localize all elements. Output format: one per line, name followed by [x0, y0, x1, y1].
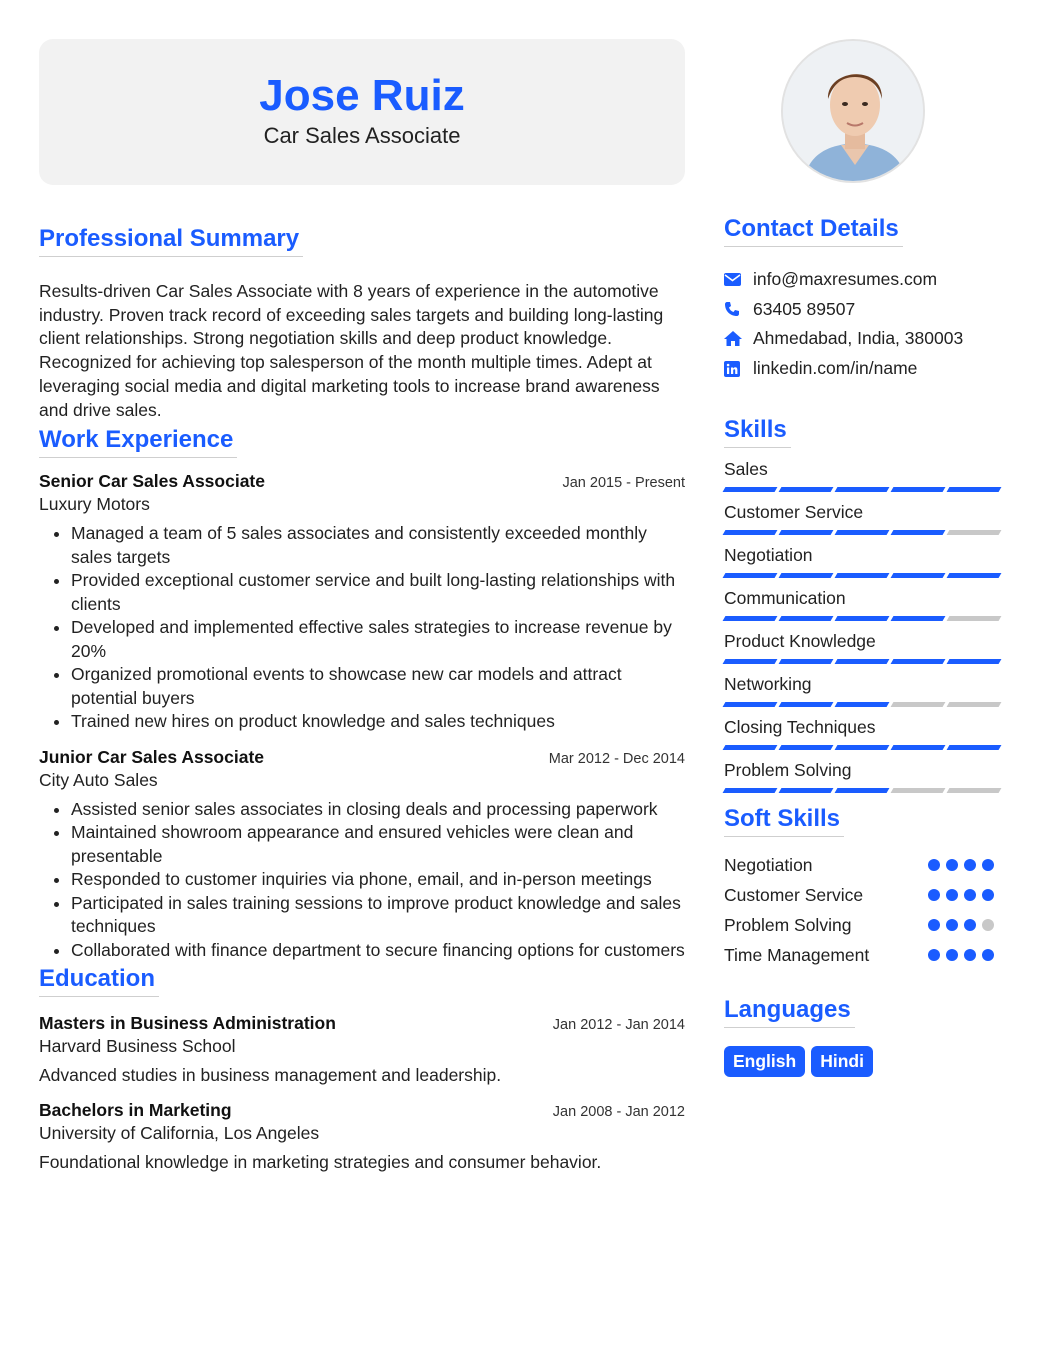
sidebar-column	[724, 39, 1000, 1077]
rating-dot	[928, 949, 940, 961]
soft-skill-rating	[928, 889, 1000, 901]
skills-list	[724, 457, 1000, 794]
skill-segment	[723, 745, 778, 750]
education-date: Jan 2008 - Jan 2012	[552, 1104, 685, 1121]
job-entry	[39, 471, 685, 734]
skill-name: Closing Techniques	[724, 717, 876, 738]
skill-segment	[835, 487, 890, 492]
skill-name: Networking	[724, 674, 812, 695]
skill-segment	[779, 788, 834, 793]
skill-name: Sales	[724, 459, 768, 480]
list-item: • Responded to customer inquiries via phone, email, and in-person meetings	[71, 868, 685, 892]
contact-email[interactable]	[724, 265, 1000, 295]
education-entry	[39, 1100, 685, 1173]
skill-segment	[947, 745, 1002, 750]
skill-item	[724, 457, 1000, 493]
avatar	[783, 41, 925, 183]
rating-dot	[982, 919, 994, 931]
soft-skill-rating	[928, 859, 1000, 871]
rating-dot	[964, 919, 976, 931]
skill-segment	[891, 487, 946, 492]
linkedin-icon	[724, 361, 753, 377]
soft-skill-item	[724, 850, 1000, 880]
soft-skill-rating	[928, 949, 1000, 961]
job-title: Senior Car Sales Associate	[39, 471, 265, 492]
education-heading: Education	[39, 965, 159, 997]
skill-segment	[835, 659, 890, 664]
rating-dot	[946, 919, 958, 931]
skills-section	[724, 416, 1000, 794]
skill-item	[724, 758, 1000, 794]
soft-skill-item	[724, 940, 1000, 970]
job-date: Mar 2012 - Dec 2014	[548, 750, 685, 767]
skill-segment	[835, 702, 890, 707]
rating-dot	[982, 889, 994, 901]
skill-segment	[723, 487, 778, 492]
rating-dot	[964, 859, 976, 871]
email-text: info@maxresumes.com	[753, 269, 938, 290]
job-bullets	[39, 522, 685, 734]
skill-name: Problem Solving	[724, 760, 852, 781]
skill-segment	[779, 659, 834, 664]
soft-skills-list	[724, 850, 1000, 970]
skill-level-bar	[724, 616, 1000, 622]
soft-skill-name: Customer Service	[724, 884, 864, 905]
home-icon	[724, 331, 753, 346]
skill-segment	[723, 616, 778, 621]
contact-address	[724, 324, 1000, 354]
education-section	[39, 965, 685, 1173]
list-item: • Managed a team of 5 sales associates and consistently exceeded monthly sales targets	[71, 522, 685, 569]
skill-segment	[779, 487, 834, 492]
skill-level-bar	[724, 745, 1000, 751]
rating-dot	[928, 919, 940, 931]
skill-segment	[723, 530, 778, 535]
envelope-icon	[724, 273, 753, 286]
phone-icon	[724, 301, 753, 317]
skill-level-bar	[724, 487, 1000, 493]
skill-segment	[779, 616, 834, 621]
soft-skill-name: Negotiation	[724, 854, 813, 875]
skill-segment	[891, 702, 946, 707]
phone-text: 63405 89507	[753, 298, 856, 319]
skill-segment	[779, 745, 834, 750]
main-column	[39, 39, 685, 1173]
language-badge: Hindi	[811, 1046, 873, 1077]
school-name: University of California, Los Angeles	[39, 1123, 320, 1144]
education-desc: Foundational knowledge in marketing strategies and consumer behavior.	[39, 1152, 602, 1173]
summary-text: Results-driven Car Sales Associate with 8 years of experience in the automotive industry. Proven track record of exceeding sales targets and building long-lasting client relationships. Strong negotiation skills and deep product knowledge. Recognized for achieving top salesperson of the month multiple times. Adept at leveraging social media and digital marketing tools to increase brand awareness and drive sales.	[39, 281, 664, 420]
rating-dot	[928, 889, 940, 901]
skill-segment	[779, 573, 834, 578]
skill-segment	[779, 530, 834, 535]
rating-dot	[964, 949, 976, 961]
list-item: • Developed and implemented effective sales strategies to increase revenue by 20%	[71, 616, 685, 663]
skills-heading: Skills	[724, 416, 791, 448]
skill-segment	[947, 573, 1002, 578]
education-entry	[39, 1013, 685, 1086]
languages-list	[724, 1046, 1000, 1077]
skill-segment	[891, 530, 946, 535]
degree-title: Bachelors in Marketing	[39, 1100, 232, 1121]
skill-name: Product Knowledge	[724, 631, 876, 652]
skill-segment	[947, 530, 1002, 535]
skill-segment	[891, 616, 946, 621]
experience-section	[39, 426, 685, 962]
list-item: • Provided exceptional customer service and built long-lasting relationships with clients	[71, 569, 685, 616]
list-item: • Collaborated with finance department to secure financing options for customers	[71, 939, 685, 963]
skill-segment	[723, 659, 778, 664]
skill-item	[724, 586, 1000, 622]
skill-segment	[947, 788, 1002, 793]
soft-skill-name: Time Management	[724, 944, 870, 965]
degree-title: Masters in Business Administration	[39, 1013, 336, 1034]
skill-item	[724, 672, 1000, 708]
contact-section	[724, 215, 1000, 383]
summary-section	[39, 225, 685, 422]
skill-name: Negotiation	[724, 545, 813, 566]
list-item: • Assisted senior sales associates in closing deals and processing paperwork	[71, 798, 685, 822]
rating-dot	[964, 889, 976, 901]
rating-dot	[982, 859, 994, 871]
skill-segment	[947, 659, 1002, 664]
skill-segment	[779, 702, 834, 707]
education-desc: Advanced studies in business management and leadership.	[39, 1065, 502, 1086]
language-badge: English	[724, 1046, 805, 1077]
skill-segment	[835, 530, 890, 535]
skill-item	[724, 715, 1000, 751]
skill-segment	[947, 616, 1002, 621]
linkedin-text: linkedin.com/in/name	[753, 358, 918, 379]
contact-linkedin[interactable]	[724, 354, 1000, 384]
skill-level-bar	[724, 573, 1000, 579]
soft-skills-heading: Soft Skills	[724, 805, 844, 837]
address-text: Ahmedabad, India, 380003	[753, 328, 964, 349]
soft-skill-name: Problem Solving	[724, 914, 852, 935]
skill-segment	[947, 702, 1002, 707]
skill-segment	[835, 573, 890, 578]
rating-dot	[946, 949, 958, 961]
languages-section	[724, 996, 1000, 1077]
skill-segment	[723, 788, 778, 793]
skill-segment	[891, 573, 946, 578]
skill-segment	[891, 659, 946, 664]
header-box	[39, 39, 685, 185]
skill-level-bar	[724, 530, 1000, 536]
skill-name: Communication	[724, 588, 846, 609]
skill-name: Customer Service	[724, 502, 864, 523]
job-title: Junior Car Sales Associate	[39, 746, 265, 767]
rating-dot	[946, 859, 958, 871]
soft-skill-rating	[928, 919, 1000, 931]
skill-segment	[947, 487, 1002, 492]
rating-dot	[928, 859, 940, 871]
list-item: • Organized promotional events to showcase new car models and attract potential buyers	[71, 663, 685, 710]
soft-skill-item	[724, 880, 1000, 910]
list-item: • Participated in sales training sessions to improve product knowledge and sales techniques	[71, 892, 685, 939]
skill-item	[724, 500, 1000, 536]
skill-item	[724, 543, 1000, 579]
job-entry	[39, 747, 685, 963]
profile-photo	[781, 39, 925, 183]
contact-phone[interactable]	[724, 295, 1000, 325]
experience-heading: Work Experience	[39, 426, 237, 458]
job-bullets	[39, 798, 685, 963]
skill-segment	[891, 745, 946, 750]
list-item: • Trained new hires on product knowledge and sales techniques	[71, 710, 685, 734]
soft-skill-item	[724, 910, 1000, 940]
skill-level-bar	[724, 702, 1000, 708]
skill-level-bar	[724, 659, 1000, 665]
candidate-name: Jose Ruiz	[259, 71, 465, 120]
skill-level-bar	[724, 788, 1000, 794]
summary-heading: Professional Summary	[39, 225, 303, 257]
job-date: Jan 2015 - Present	[562, 475, 685, 492]
job-company: City Auto Sales	[39, 769, 158, 790]
skill-item	[724, 629, 1000, 665]
skill-segment	[723, 573, 778, 578]
rating-dot	[946, 889, 958, 901]
school-name: Harvard Business School	[39, 1036, 236, 1057]
languages-heading: Languages	[724, 996, 855, 1028]
soft-skills-section	[724, 805, 1000, 970]
job-company: Luxury Motors	[39, 494, 150, 515]
contact-heading: Contact Details	[724, 215, 903, 247]
skill-segment	[891, 788, 946, 793]
list-item: • Maintained showroom appearance and ensured vehicles were clean and presentable	[71, 821, 685, 868]
candidate-title: Car Sales Associate	[263, 123, 461, 148]
skill-segment	[723, 702, 778, 707]
skill-segment	[835, 788, 890, 793]
skill-segment	[835, 616, 890, 621]
education-date: Jan 2012 - Jan 2014	[552, 1017, 685, 1034]
rating-dot	[982, 949, 994, 961]
skill-segment	[835, 745, 890, 750]
